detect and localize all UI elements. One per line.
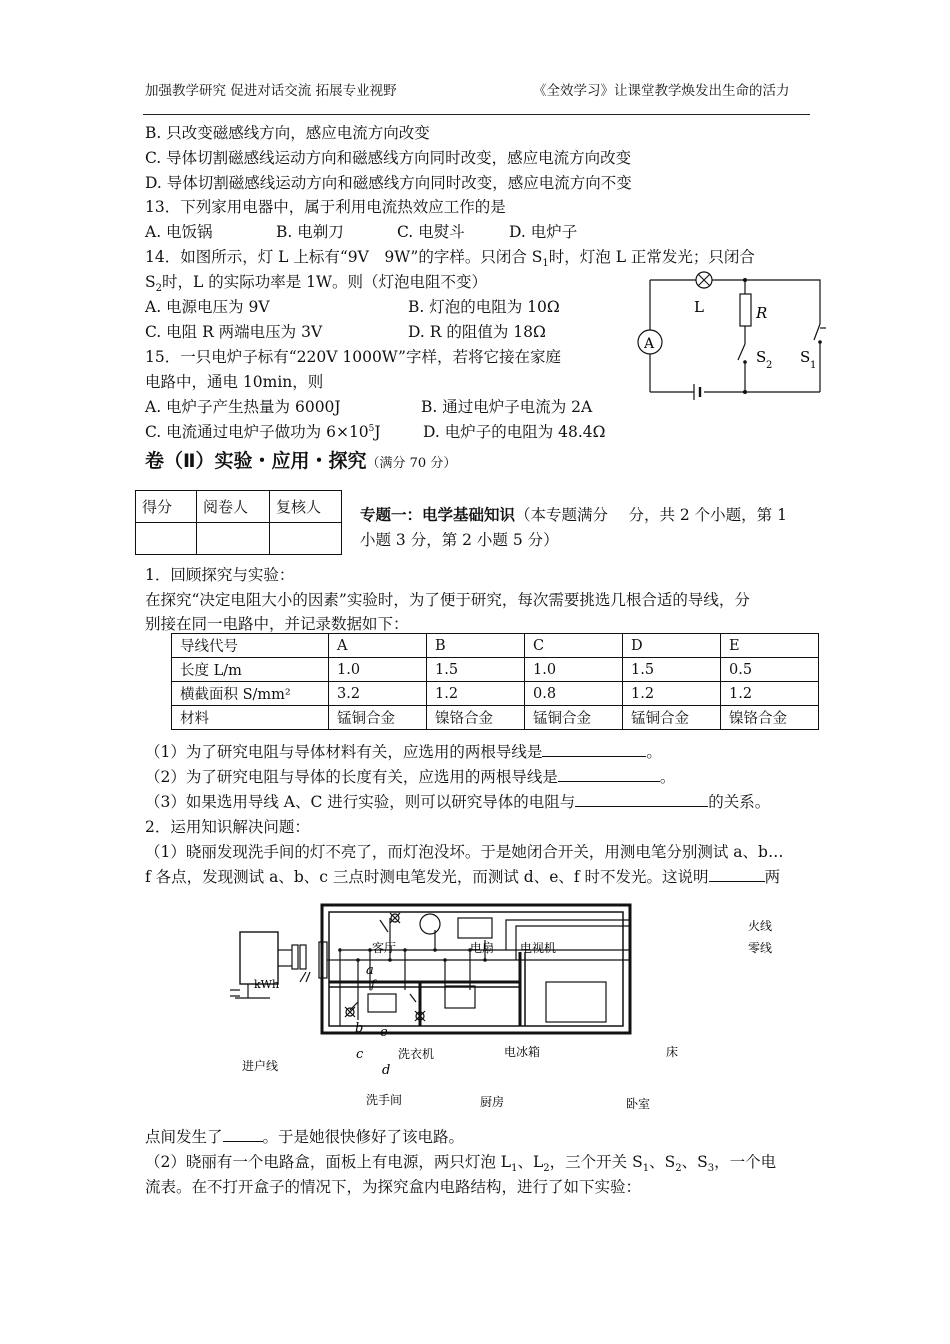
label-fan: 电扇 (470, 941, 495, 955)
q15-option-c: C. 电流通过电炉子做功为 $6\times 10^5J$ (145, 423, 381, 441)
p1-intro-line2: 别接在同一电路中，并记录数据如下： (145, 615, 409, 633)
q14-circuit-figure (630, 262, 830, 407)
p2-s2-line1: （2）晓丽有一个电路盒，面板上有电源，两只灯泡 $L_1$、$L_2$，三个开关 $S_1$、$S_2$、$S_3$，一个电 (145, 1153, 777, 1175)
label-bedroom: 卧室 (626, 1097, 651, 1111)
label-point-e: e (380, 1025, 388, 1040)
label-living-room: 客厅 (372, 941, 397, 955)
reviewer-cell[interactable] (270, 523, 342, 555)
q15-stem-line1: 15．一只电炉子标有“220V 1000W”字样，若将它接在家庭 (145, 348, 561, 366)
p1-q1: （1）为了研究电阻与导体材料有关，应选用的两根导线是 。 (145, 743, 662, 761)
topic1-line1: 专题一：电学基础知识（本专题满分 分，共 2 个小题，第 1 (360, 506, 787, 524)
q15-stem-line2: 电路中，通电 10min，则 (145, 373, 324, 391)
p2-s1-blank2[interactable] (223, 1127, 263, 1142)
p2-s1-line1: （1）晓丽发现洗手间的灯不亮了，而灯泡没坏。于是她闭合开关，用测电笔分别测试 a、b… (145, 843, 784, 861)
p2-title: 2．运用知识解决问题： (145, 818, 310, 836)
grader-cell[interactable] (197, 523, 270, 555)
q15-option-b: B. 通过电炉子电流为 2A (421, 398, 593, 416)
p1-q2-blank[interactable] (558, 767, 660, 782)
table-row: 导线代号 A B C D E (172, 634, 819, 658)
score-table (135, 490, 342, 555)
table-row: 长度 L/m 1.0 1.5 1.0 1.5 0.5 (172, 658, 819, 682)
table-row: 横截面积 S/mm² 3.2 1.2 0.8 1.2 1.2 (172, 682, 819, 706)
q13-stem: 13．下列家用电器中，属于利用电流热效应工作的是 (145, 198, 506, 216)
p1-q1-blank[interactable] (542, 742, 646, 757)
q13-option-c: C. 电熨斗 (397, 223, 465, 241)
label-point-b: b (355, 1021, 364, 1036)
p2-s1-blank1[interactable] (709, 867, 765, 882)
section2-note: （满分 70 分） (366, 456, 457, 471)
score-header-reviewer: 复核人 (270, 491, 342, 523)
p2-s2-line2: 流表。在不打开盒子的情况下，为探究盒内电路结构，进行了如下实验： (145, 1178, 642, 1196)
q15-option-a: A. 电炉子产生热量为 6000J (145, 398, 341, 416)
q14-stem-line1: 14．如图所示，灯 L 上标有“9V 9W”的字样。只闭合 $S_1$时，灯泡 L 正常发光；只闭合 (145, 248, 755, 270)
label-washroom: 洗手间 (366, 1093, 403, 1107)
s2-label: S (756, 348, 767, 366)
label-inlet: 进户线 (242, 1059, 279, 1073)
label-kwh: kWh (254, 978, 280, 991)
q15-option-d: D. 电炉子的电阻为 48.4Ω (423, 423, 606, 441)
label-tv: 电视机 (520, 941, 557, 955)
q12-option-d: D. 导体切割磁感线运动方向和磁感线方向同时改变，感应电流方向不变 (145, 174, 632, 192)
label-fridge: 电冰箱 (504, 1045, 541, 1059)
resistor-label: R (756, 304, 768, 322)
p2-s1-line3: 点间发生了 。于是她很快修好了该电路。 (145, 1128, 465, 1146)
s1-sub: 1 (810, 360, 817, 371)
p1-q2: （2）为了研究电阻与导体的长度有关，应选用的两根导线是 。 (145, 768, 676, 786)
label-neutral-line: 零线 (748, 941, 773, 955)
q12-option-c: C. 导体切割磁感线运动方向和磁感线方向同时改变，感应电流方向改变 (145, 149, 632, 167)
q12-option-b: B. 只改变磁感线方向，感应电流方向改变 (145, 124, 430, 142)
p2-s1-line2: f 各点，发现测试 a、b、c 三点时测电笔发光，而测试 d、e、f 时不发光。这说明 两 (145, 868, 781, 886)
lamp-label: L (694, 298, 704, 316)
q14-option-c: C. 电阻 R 两端电压为 3V (145, 323, 323, 341)
house-wiring-figure (230, 890, 790, 1120)
label-fire-line: 火线 (748, 919, 773, 933)
label-point-d: d (382, 1063, 391, 1078)
score-cell[interactable] (136, 523, 197, 555)
section2-title: 卷（Ⅱ）实验・应用・探究 (145, 450, 367, 472)
q14-stem-line2: $S_2$时，L 的实际功率是 1W。则（灯泡电阻不变） (145, 273, 487, 295)
q13-option-b: B. 电剃刀 (276, 223, 344, 241)
score-header-grader: 阅卷人 (197, 491, 270, 523)
label-kitchen: 厨房 (480, 1095, 505, 1109)
s1-label: S (800, 348, 811, 366)
label-point-c: c (356, 1047, 364, 1062)
q13-option-d: D. 电炉子 (509, 223, 578, 241)
q14-option-b: B. 灯泡的电阻为 10Ω (408, 298, 560, 316)
table-row: 材料 锰铜合金 镍铬合金 锰铜合金 锰铜合金 镍铬合金 (172, 706, 819, 730)
p1-q3-blank[interactable] (575, 792, 708, 807)
label-washer: 洗衣机 (398, 1047, 435, 1061)
ammeter-label: A (644, 336, 655, 352)
topic1-line2: 小题 3 分，第 2 小题 5 分） (360, 531, 559, 549)
label-point-f: f (371, 978, 376, 991)
q13-option-a: A. 电饭锅 (145, 223, 213, 241)
topic1-label: 专题一：电学基础知识 (360, 506, 516, 524)
section2-heading (145, 446, 456, 473)
p1-q3: （3）如果选用导线 A、C 进行实验，则可以研究导体的电阻与 的关系。 (145, 793, 771, 811)
score-header-score: 得分 (136, 491, 197, 523)
p1-title: 1．回顾探究与实验： (145, 566, 295, 584)
p1-intro-line1: 在探究“决定电阻大小的因素”实验时，为了便于研究，每次需要挑选几根合适的导线，分 (145, 591, 750, 609)
label-point-a: a (366, 963, 374, 978)
q14-option-d: D. R 的阻值为 18Ω (408, 323, 546, 341)
q14-option-a: A. 电源电压为 9V (145, 298, 270, 316)
wire-data-table (171, 633, 819, 730)
header-right: 《全效学习》让课堂教学焕发出生命的活力 (533, 83, 790, 99)
header-rule (143, 114, 810, 115)
header-left: 加强教学研究 促进对话交流 拓展专业视野 (145, 83, 397, 99)
label-bed: 床 (666, 1045, 679, 1059)
s2-sub: 2 (766, 360, 773, 371)
